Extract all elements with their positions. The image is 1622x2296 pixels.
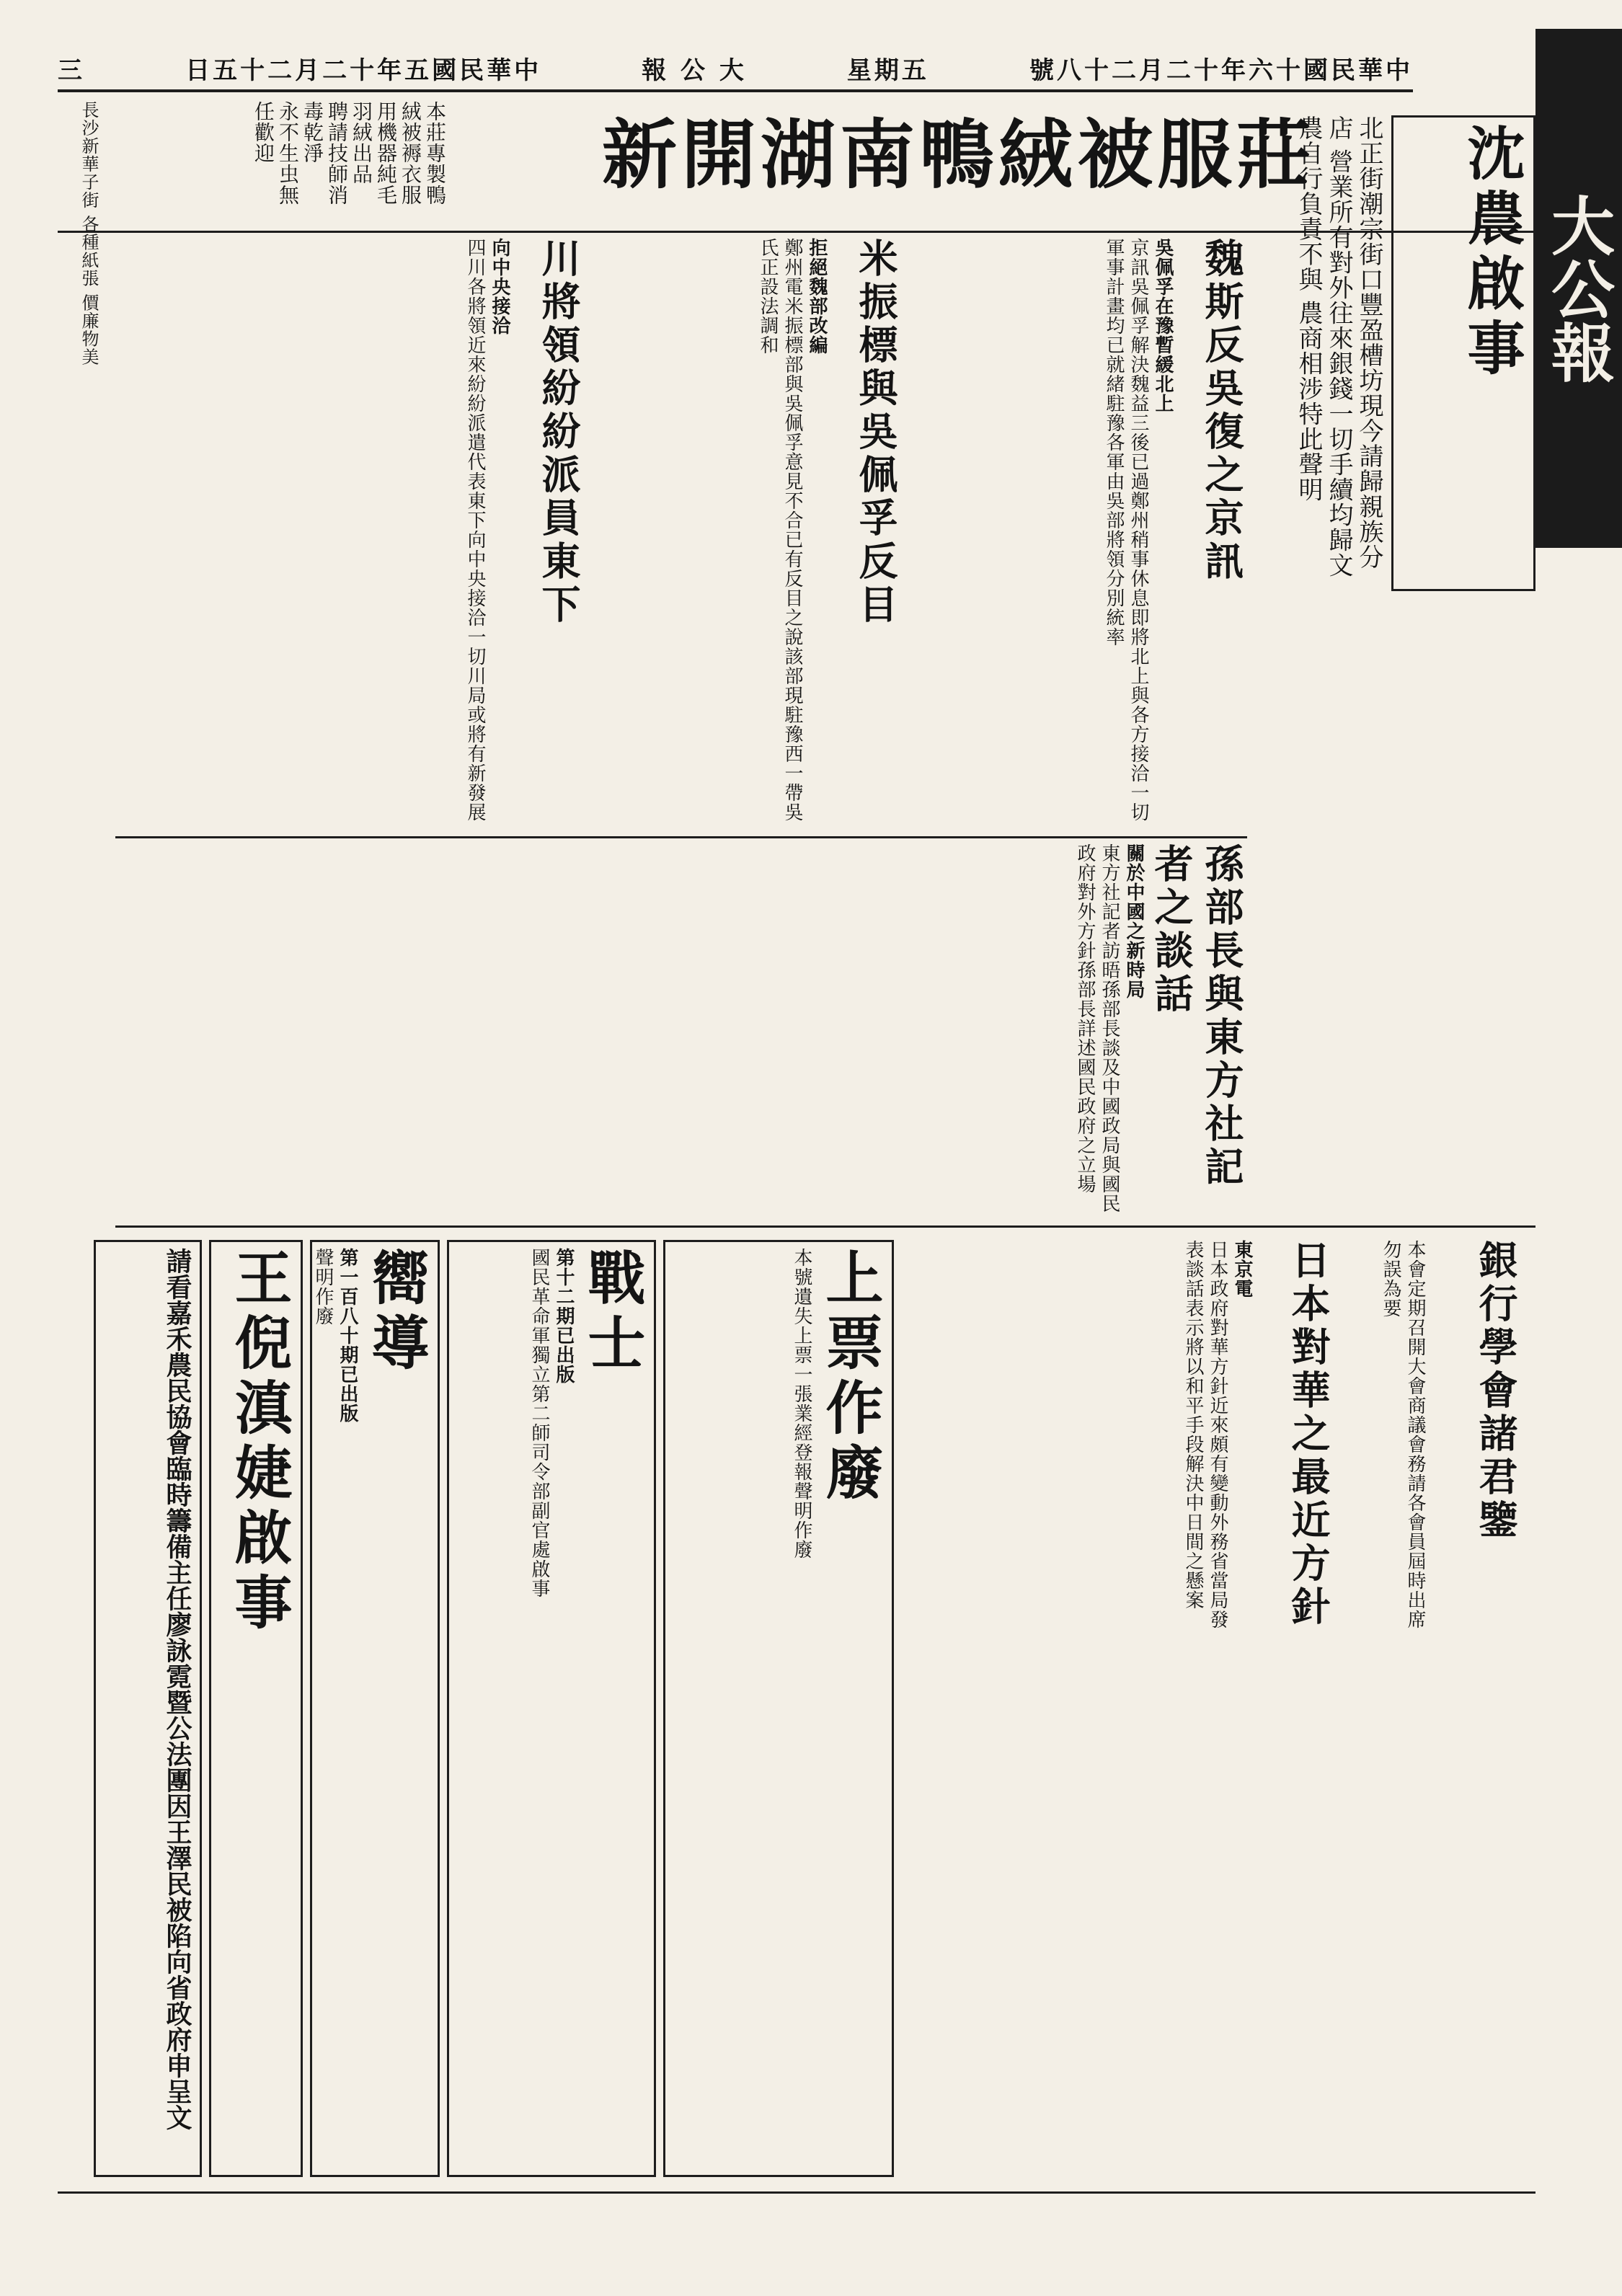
masthead — [1535, 29, 1622, 548]
ad-void-ticket: 上票作廢 本號遺失上票一張業經登報聲明作廢 — [663, 1240, 894, 2177]
article-text: 京訊吳佩孚解決魏益三後已過鄭州稍事休息即將北上與各方接洽一切軍事計畫均已就緒駐豫各軍由吳部將領分別統率 — [1103, 238, 1149, 822]
masthead-title: 大公報 — [1541, 193, 1616, 384]
dateline — [58, 46, 1413, 92]
ad-petition: 請看嘉禾農民協會臨時籌備主任廖詠霓暨公法團因王澤民被陷向省政府申呈文 — [94, 1240, 202, 2177]
top-ad-lines — [101, 101, 447, 223]
right-notice-body: 北正街潮宗街口豐盈槽坊現今請歸親族分店 營業所有對外往來銀錢一切手續均歸文農自行負責不與 農商相涉特此聲明 — [1294, 115, 1383, 578]
article-sub: 東京電 — [1231, 1240, 1253, 1298]
top-ad-line: 永不生虫無任歡迎 — [252, 101, 300, 205]
dateline-date: 日五十二月二十年五國民華中 — [185, 56, 542, 85]
article-body — [670, 843, 1146, 1218]
top-ad-line: 用機器純毛羽絨出品 — [350, 101, 398, 205]
right-notice — [1391, 115, 1535, 591]
dateline-page: 三 — [58, 56, 85, 85]
article-sub: 向中央接洽 — [489, 238, 510, 335]
article-text: 東方社記者訪晤孫部長談及中國政局與國民政府對外方針孫部長詳述國民政府之立場 — [1074, 843, 1120, 1213]
article-text: 四川各將領近來紛紛派遣代表東下向中央接洽一切川局或將有新發展 — [464, 238, 486, 822]
article-text: 鄭州電米振標部與吳佩孚意見不合已有反目之說該部現駐豫西一帶吳氏正設法調和 — [757, 238, 803, 822]
article-headline: 銀行學會諸君鑒 — [1473, 1240, 1519, 1543]
article-headline: 川將領紛紛派員東下 — [536, 238, 582, 627]
article-headline: 米振標與吳佩孚反目 — [853, 238, 899, 627]
article-headline: 日本對華之最近方針 — [1285, 1240, 1331, 1629]
article-body — [1348, 1240, 1427, 1644]
article-body — [916, 238, 1175, 829]
top-ad-line: 本莊專製鴨絨被褥衣服 — [399, 101, 447, 205]
ad-guide: 嚮導 第一百八十期已出版 聲明作廢 — [310, 1240, 440, 2177]
top-ad-line: 聘請技師消毒乾淨 — [301, 101, 349, 205]
article-body — [908, 1240, 1254, 1644]
top-ad-title: 新開湖南鴨絨被服莊 — [601, 110, 1316, 199]
article-sub: 拒絕魏部改編 — [806, 238, 828, 355]
ad-soldier: 戰士 第十二期已出版 國民革命軍獨立第二師司令部副官處啟事 — [447, 1240, 656, 2177]
dateline-issue: 號八十二月二十年六十國民華中 — [1029, 56, 1413, 85]
article-sub: 吳佩孚在豫暫緩北上 — [1152, 238, 1174, 413]
article-headline: 孫部長與東方社記者之談話 — [1148, 843, 1245, 1189]
article-body — [238, 238, 512, 829]
left-notice: 長沙新華子街 各種紙張 價廉物美 — [79, 101, 99, 366]
dateline-paper: 報 公 大 — [642, 56, 747, 85]
article-sub: 關於中國之新時局 — [1123, 843, 1145, 999]
article-body — [591, 238, 829, 829]
ad-notice-wang: 王倪滇婕啟事 — [209, 1240, 303, 2177]
article-text: 本會定期召開大會商議會務請各會員屆時出席勿誤為要 — [1380, 1240, 1426, 1629]
right-notice-title: 沈農啟事 — [1458, 123, 1525, 383]
article-text: 日本政府對華方針近來頗有變動外務省當局發表談話表示將以和平手段解決中日間之懸案 — [1182, 1240, 1228, 1629]
article-headline: 魏斯反吳復之京訊 — [1199, 238, 1245, 584]
dateline-weekday: 星期五 — [846, 56, 929, 85]
